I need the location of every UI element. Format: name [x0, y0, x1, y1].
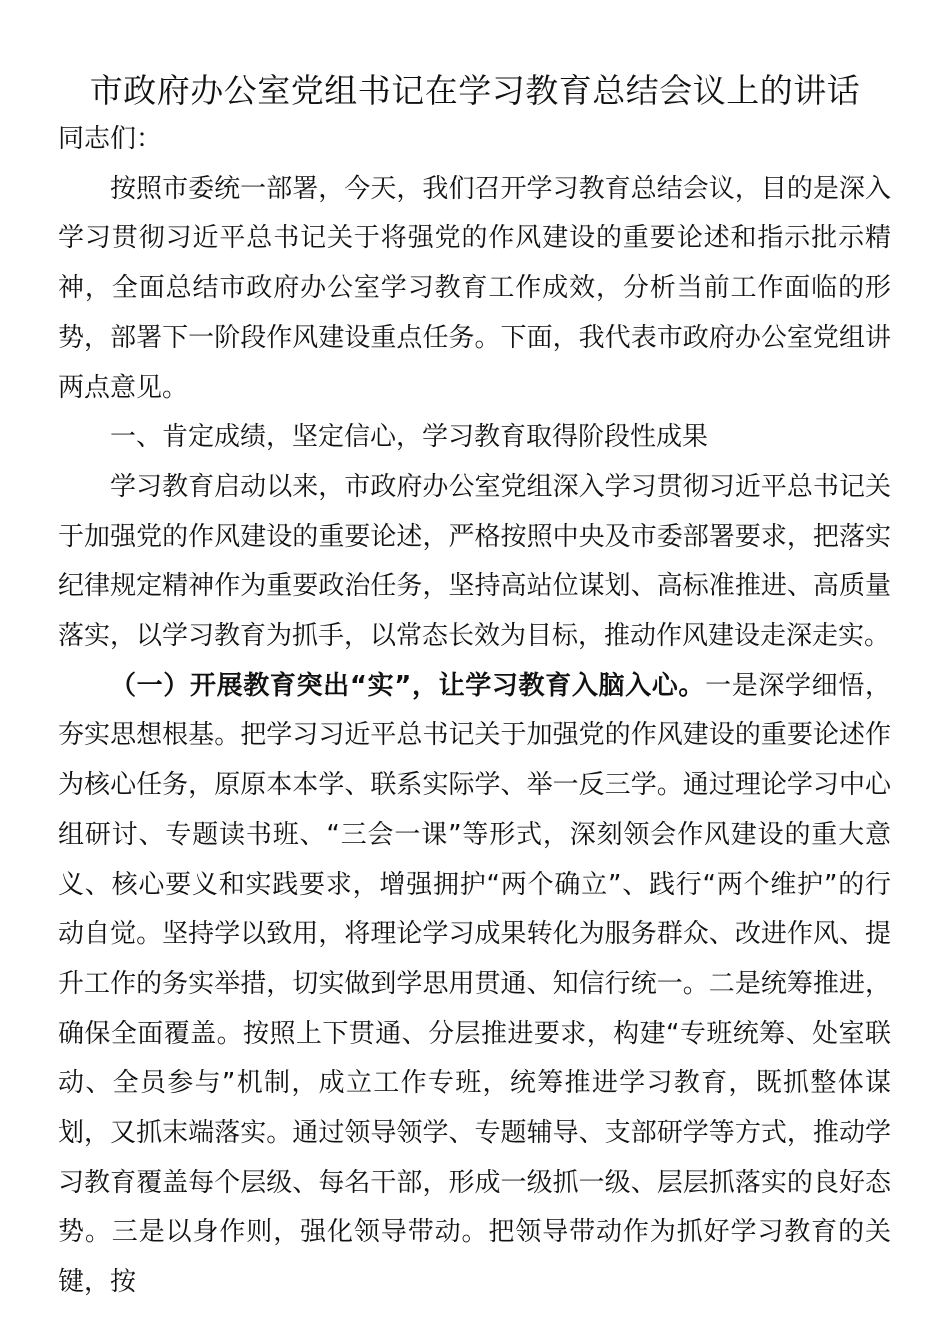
subsection-paragraph [58, 662, 891, 1308]
document-title: 市政府办公室党组书记在学习教育总结会议上的讲话 [89, 71, 861, 110]
subsection-body: 一是深学细悟，夯实思想根基。把学习习近平总书记关于加强党的作风建设的重要论述作为核心任务，原原本本学、联系实际学、举一反三学。通过理论学习中心组研讨、专题读书班、“三会一课”等形式，深刻领会作风建设的重大意义、核心要义和实践要求，增强拥护“两个确立”、践行“两个维护”的行动自觉。坚持学以致用，将理论学习成果转化为服务群众、改进作风、提升工作的务实举措，切实做到学思用贯通、知信行统一。二是统筹推进，确保全面覆盖。按照上下贯通、分层推进要求，构建“专班统筹、处室联动、全员参与”机制，成立工作专班，统筹推进学习教育，既抓整体谋划，又抓末端落实。通过领导领学、专题辅导、支部研学等方式，推动学习教育覆盖每个层级、每名干部，形成一级抓一级、层层抓落实的良好态势。三是以身作则，强化领导带动。把领导带动作为抓好学习教育的关键，按 [58, 670, 891, 1298]
salutation: 同志们： [58, 124, 163, 154]
subsection-heading: （一）开展教育突出“实”，让学习教育入脑入心。 [110, 670, 706, 701]
intro-paragraph: 按照市委统一部署，今天，我们召开学习教育总结会议，目的是深入学习贯彻习近平总书记关于将强党的作风建设的重要论述和指示批示精神，全面总结市政府办公室学习教育工作成效，分析当前工作面临的形势，部署下一阶段作风建设重点任务。下面，我代表市政府办公室党组讲两点意见。 [58, 173, 891, 403]
section-paragraph: 学习教育启动以来，市政府办公室党组深入学习贯彻习近平总书记关于加强党的作风建设的重要论述，严格按照中央及市委部署要求，把落实纪律规定精神作为重要政治任务，坚持高站位谋划、高标准推进、高质量落实，以学习教育为抓手，以常态长效为目标，推动作风建设走深走实。 [58, 471, 891, 652]
section-heading: 一、肯定成绩，坚定信心，学习教育取得阶段性成果 [110, 422, 709, 453]
document-body [58, 115, 891, 1308]
